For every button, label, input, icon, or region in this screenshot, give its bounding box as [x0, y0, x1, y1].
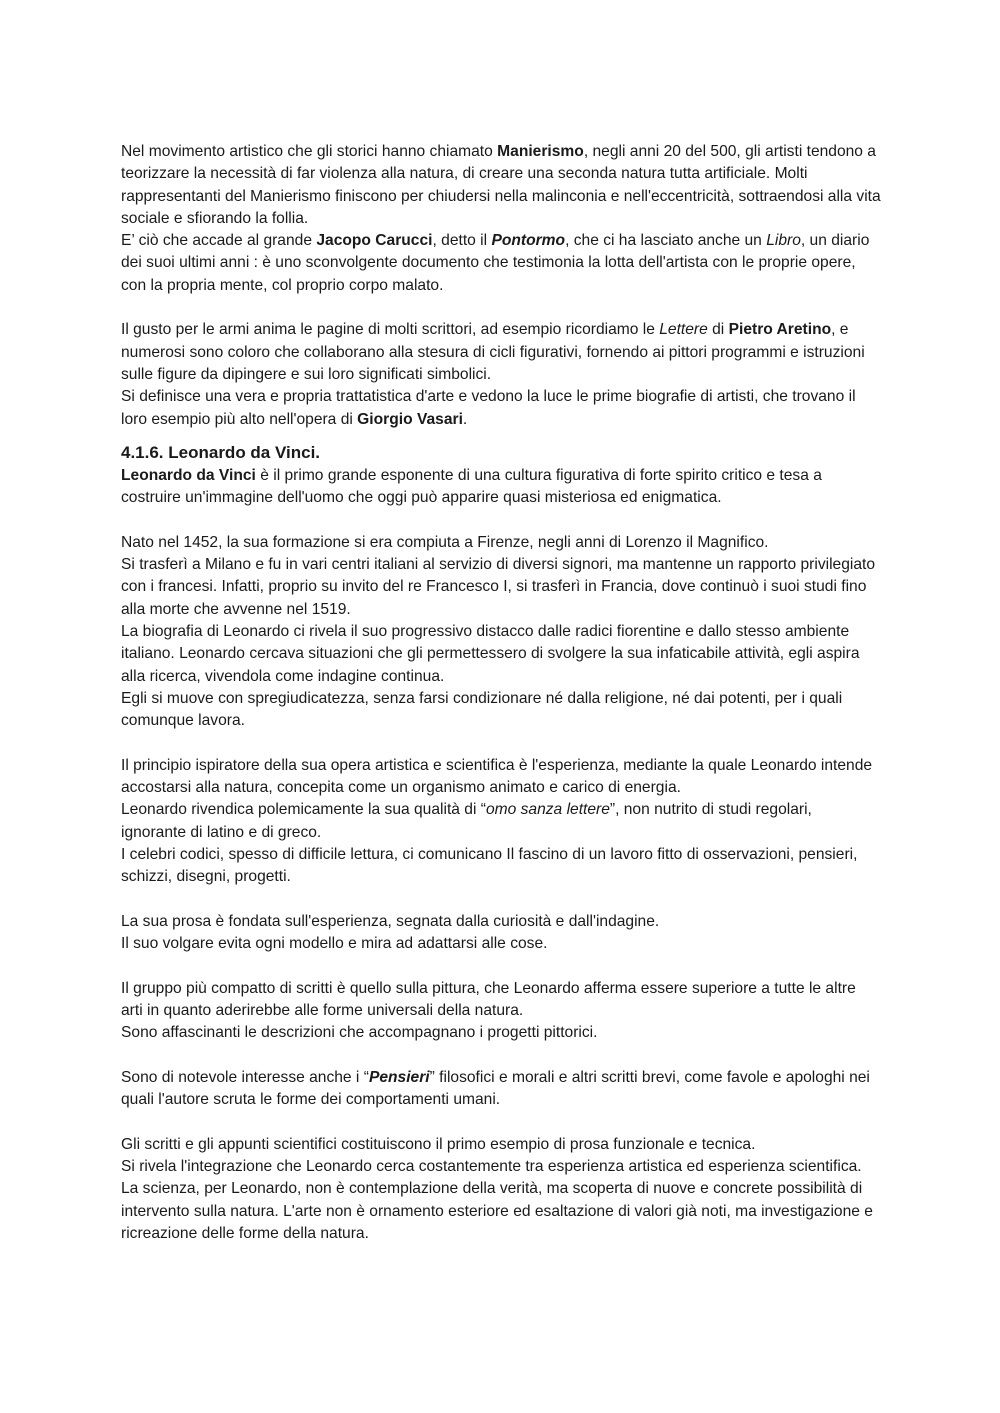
paragraph-integrazione: Si rivela l'integrazione che Leonardo cerca costantemente tra esperienza artistica ed esperienza scientifica.: [121, 1158, 862, 1176]
spacer: [121, 509, 881, 531]
spacer: [121, 955, 881, 977]
paragraph-pittura: Il gruppo più compatto di scritti è quello sulla pittura, che Leonardo afferma essere superiore a tutte le altre arti in quanto aderirebbe alle forme universali della natura.: [121, 979, 856, 1019]
paragraph-leonardo-intro: Leonardo da Vinci è il primo grande esponente di una cultura figurativa di forte spirito critico e tesa a costruire un'immagine dell'uomo che oggi può apparire quasi misteriosa ed enigmatica.: [121, 466, 822, 507]
paragraph-scienza: La scienza, per Leonardo, non è contemplazione della verità, ma scoperta di nuove e concrete possibilità di intervento sulla natura. L'arte non è ornamento esteriore ed esaltazione di valori già noti, ma investigazione e ricreazione delle forme della natura.: [121, 1180, 873, 1242]
title-lettere: Lettere: [659, 321, 708, 339]
spacer: [121, 889, 881, 911]
quote-omo-sanza-lettere: omo sanza lettere: [485, 801, 610, 819]
name-jacopo-carucci: Jacopo Carucci: [316, 232, 433, 250]
paragraph-biography: La biografia di Leonardo ci rivela il suo progressivo distacco dalle radici fiorentine e dallo stesso ambiente italiano. Leonardo cercava situazioni che gli permettessero di svolgere la sua infaticabile attività, egli aspira alla ricerca, vivendola come indagine continua.: [121, 622, 860, 685]
paragraph-vasari: Si definisce una vera e propria trattatistica d'arte e vedono la luce le prime biografie di artisti, che trovano il loro esempio più alto nell'opera di Giorgio Vasari.: [121, 388, 856, 428]
name-pietro-aretino: Pietro Aretino: [728, 321, 832, 339]
title-libro: Libro: [766, 232, 801, 250]
section-heading: 4.1.6. Leonardo da Vinci.: [121, 442, 321, 462]
document-page: [121, 141, 881, 1245]
paragraph-scritti-scientifici: Gli scritti e gli appunti scientifici costituiscono il primo esempio di prosa funzionale e tecnica.: [121, 1135, 756, 1153]
paragraph-volgare: Il suo volgare evita ogni modello e mira ad adattarsi alle cose.: [121, 935, 548, 953]
spacer: [121, 732, 881, 754]
paragraph-codici: I celebri codici, spesso di difficile lettura, ci comunicano Il fascino di un lavoro fitto di osservazioni, pensieri, schizzi, disegni, progetti.: [121, 845, 858, 886]
paragraph-pontormo: E’ ciò che accade al grande Jacopo Carucci, detto il Pontormo, che ci ha lasciato anche un Libro, un diario dei suoi ultimi anni : è uno sconvolgente documento che testimonia la lotta dell'artista con le proprie opere, con la propria mente, col proprio corpo malato.: [121, 232, 870, 294]
paragraph-omo-sanza-lettere: Leonardo rivendica polemicamente la sua qualità di “omo sanza lettere”, non nutrito di studi regolari, ignorante di latino e di greco.: [121, 801, 812, 841]
paragraph-aretino: Il gusto per le armi anima le pagine di molti scrittori, ad esempio ricordiamo le Lettere di Pietro Aretino, e numerosi sono coloro che collaborano alla stesura di cicli figurativi, fornendo ai pittori programmi e istruzioni sulle figure da dipingere e sui loro significati simbolici.: [121, 321, 865, 383]
paragraph-birth: Nato nel 1452, la sua formazione si era compiuta a Firenze, negli anni di Lorenzo il Magnifico.: [121, 533, 769, 551]
paragraph-experience: Il principio ispiratore della sua opera artistica e scientifica è l'esperienza, mediante la quale Leonardo intende accostarsi alla natura, concepita come un organismo animato e carico di energia.: [121, 756, 873, 797]
paragraph-mannerism: Nel movimento artistico che gli storici hanno chiamato Manierismo, negli anni 20 del 500, gli artisti tendono a teorizzare la necessità di far violenza alla natura, di creare una seconda natura tutta artificiale. Molti rappresentanti del Manierismo finiscono per chiudersi nella malinconia e nell'eccentricità, sottraendosi alla vita sociale e sfiorando la follia.: [121, 143, 881, 227]
paragraph-independence: Egli si muove con spregiudicatezza, senza farsi condizionare né dalla religione, né dai potenti, per i quali comunque lavora.: [121, 689, 843, 730]
title-pensieri: Pensieri: [368, 1068, 430, 1086]
spacer: [121, 1111, 881, 1133]
name-giorgio-vasari: Giorgio Vasari: [357, 410, 463, 428]
spacer: [121, 1045, 881, 1067]
paragraph-pensieri: Sono di notevole interesse anche i “Pensieri” filosofici e morali e altri scritti brevi, come favole e apologhi nei quali l'autore scruta le forme dei comportamenti umani.: [121, 1068, 870, 1109]
name-pontormo: Pontormo: [491, 232, 566, 250]
term-manierismo: Manierismo: [497, 143, 584, 160]
paragraph-milan: Si trasferì a Milano e fu in vari centri italiani al servizio di diversi signori, ma mantenne un rapporto privilegiato con i francesi. Infatti, proprio su invito del re Francesco I, si trasferì in Francia, dove continuò i suoi studi fino alla morte che avvenne nel 1519.: [121, 556, 876, 618]
paragraph-prosa: La sua prosa è fondata sull'esperienza, segnata dalla curiosità e dall'indagine.: [121, 912, 660, 930]
paragraph-descrizioni: Sono affascinanti le descrizioni che accompagnano i progetti pittorici.: [121, 1024, 598, 1042]
spacer: [121, 297, 881, 319]
name-leonardo: Leonardo da Vinci: [121, 466, 256, 484]
